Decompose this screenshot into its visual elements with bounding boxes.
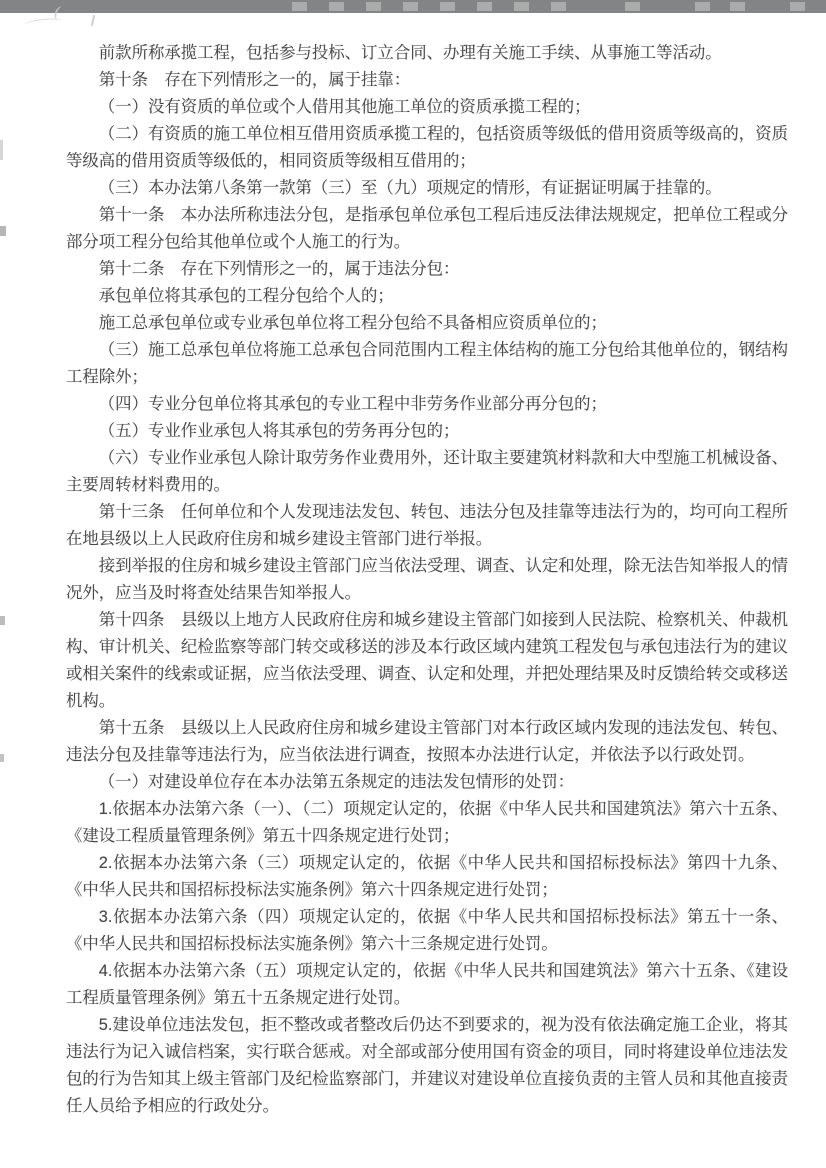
paragraph: （三）施工总承包单位将施工总承包合同范围内工程主体结构的施工分包给其他单位的，钢结构工程除外；	[66, 341, 788, 386]
paragraph: 第十二条 存在下列情形之一的，属于违法分包：	[98, 260, 460, 278]
paragraph: 第十四条 县级以上地方人民政府住房和城乡建设主管部门如接到人民法院、检察机关、仲裁机构、审计机关、纪检监察等部门转交或移送的涉及本行政区域内建筑工程发包与承包违法行为的建议或相关案件的线索或证据，应当依法受理、调查、认定和处理，并把处理结果及时反馈给转交或移送机构。	[66, 611, 788, 710]
scan-square	[514, 2, 529, 11]
scan-square	[790, 2, 805, 11]
paragraph: 第十条 存在下列情形之一的，属于挂靠：	[98, 71, 411, 89]
scan-noise-mark	[24, 17, 63, 29]
paragraph: 第十一条 本办法所称违法分包，是指承包单位承包工程后违反法律法规规定，把单位工程或分部分项工程分包给其他单位或个人施工的行为。	[66, 206, 788, 251]
paragraph: （四）专业分包单位将其承包的专业工程中非劳务作业部分再分包的；	[98, 395, 607, 413]
page-edge-debris	[0, 140, 3, 160]
scan-square	[477, 2, 492, 11]
paragraph: （一）对建设单位存在本办法第五条规定的违法发包情形的处罚：	[98, 773, 575, 791]
paragraph: （三）本办法第八条第一款第（三）至（九）项规定的情形，有证据证明属于挂靠的。	[98, 179, 722, 197]
paragraph: （六）专业作业承包人除计取劳务作业费用外，还计取主要建筑材料款和大中型施工机械设备、主要周转材料费用的。	[66, 449, 788, 494]
paragraph: 第十五条 县级以上人民政府住房和城乡建设主管部门对本行政区域内发现的违法发包、转包、违法分包及挂靠等违法行为，应当依法进行调查，按照本办法进行认定，并依法予以行政处罚。	[66, 719, 788, 764]
scan-square	[695, 2, 710, 11]
page-edge-debris	[0, 616, 5, 625]
scan-square	[403, 2, 418, 11]
scanner-edge-artifact	[0, 0, 826, 13]
paragraph: 接到举报的住房和城乡建设主管部门应当依法受理、调查、认定和处理，除无法告知举报人的情况外，应当及时将查处结果告知举报人。	[66, 557, 788, 602]
paragraph: 4.依据本办法第六条（五）项规定认定的，依据《中华人民共和国建筑法》第六十五条、《建设工程质量管理条例》第五十五条规定进行处罚。	[66, 962, 788, 1007]
page-edge-debris	[0, 754, 4, 762]
scan-noise-mark	[91, 15, 95, 26]
paragraph: 2.依据本办法第六条（三）项规定认定的，依据《中华人民共和国招标投标法》第四十九条、《中华人民共和国招标投标法实施条例》第六十四条规定进行处罚；	[66, 854, 788, 899]
page-edge-debris	[0, 226, 6, 236]
document-body	[66, 40, 788, 1120]
paragraph: （五）专业作业承包人将其承包的劳务再分包的；	[98, 422, 460, 440]
paragraph: 施工总承包单位或专业承包单位将工程分包给不具备相应资质单位的；	[98, 314, 607, 332]
paragraph: 3.依据本办法第六条（四）项规定认定的，依据《中华人民共和国招标投标法》第五十一条、《中华人民共和国招标投标法实施条例》第六十三条规定进行处罚。	[66, 908, 788, 953]
paragraph: 5.建设单位违法发包，拒不整改或者整改后仍达不到要求的，视为没有依法确定施工企业，将其违法行为记入诚信档案，实行联合惩戒。对全部或部分使用国有资金的项目，同时将建设单位违法发包的行为告知其上级主管部门及纪检监察部门，并建议对建设单位直接负责的主管人员和其他直接责任人员给予相应的行政处分。	[66, 1016, 788, 1115]
scan-square	[625, 2, 640, 11]
paragraph: 前款所称承揽工程，包括参与投标、订立合同、办理有关施工手续、从事施工等活动。	[98, 44, 722, 62]
scan-square	[366, 2, 381, 11]
scan-square	[292, 2, 307, 11]
scan-square	[551, 2, 566, 11]
paragraph: （一）没有资质的单位或个人借用其他施工单位的资质承揽工程的；	[98, 98, 591, 116]
scan-square	[329, 2, 344, 11]
paragraph: 第十三条 任何单位和个人发现违法发包、转包、违法分包及挂靠等违法行为的，均可向工程所在地县级以上人民政府住房和城乡建设主管部门进行举报。	[66, 503, 788, 548]
paragraph: （二）有资质的施工单位相互借用资质承揽工程的，包括资质等级低的借用资质等级高的，资质等级高的借用资质等级低的，相同资质等级相互借用的；	[66, 125, 788, 170]
scan-square	[440, 2, 455, 11]
scan-square	[730, 2, 745, 11]
paragraph: 承包单位将其承包的工程分包给个人的；	[98, 287, 394, 305]
paragraph: 1.依据本办法第六条（一）、（二）项规定认定的，依据《中华人民共和国建筑法》第六十五条、《建设工程质量管理条例》第五十四条规定进行处罚；	[66, 800, 788, 845]
